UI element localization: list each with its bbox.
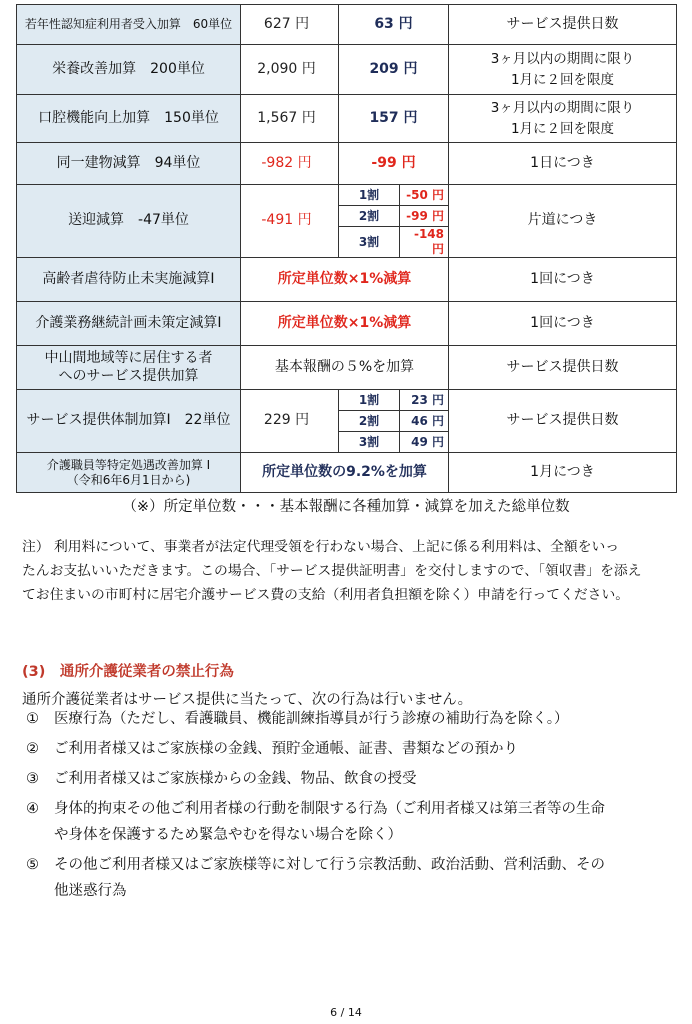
table-row: [17, 5, 677, 45]
row-note: 1回につき: [449, 258, 677, 302]
split-value: -148 円: [400, 227, 449, 258]
row-name: [17, 346, 241, 390]
row-note: サービス提供日数: [449, 5, 677, 45]
split-value: 23 円: [400, 390, 449, 411]
name-line: 介護職員等特定処遇改善加算 Ⅰ: [46, 457, 211, 472]
section-heading: (3) 通所介護従業者の禁止行為: [22, 664, 234, 680]
row-cost: -99 円: [339, 143, 449, 185]
row-name: 栄養改善加算 200単位: [17, 45, 241, 95]
row-amount: 2,090 円: [241, 45, 339, 95]
split-label: 3割: [339, 227, 400, 258]
row-amount: -491 円: [241, 185, 339, 258]
name-line: へのサービス提供加算: [58, 367, 199, 384]
table-row: [17, 143, 677, 185]
row-note: 1月につき: [449, 453, 677, 493]
copay-split: [339, 390, 448, 452]
payment-note: [22, 535, 672, 607]
item-line: 身体的拘束その他ご利用者様の行動を制限する行為（ご利用者様又は第三者等の生命: [54, 801, 605, 817]
note-line: 1月に２回を限度: [510, 71, 615, 88]
name-line: 中山間地域等に居住する者: [44, 350, 213, 366]
page-number: 6 / 14: [330, 1006, 362, 1019]
name-line: （令和6年6月1日から): [66, 472, 191, 487]
list-item: [26, 706, 676, 732]
item-text: ご利用者様又はご家族様の金銭、預貯金通帳、証書、書類などの預かり: [54, 741, 518, 757]
item-line: 他迷惑行為: [54, 883, 127, 899]
note-line: てお住まいの市町村に居宅介護サービス費の支給（利用者負担額を除く）申請を行ってください。: [22, 587, 630, 603]
row-name: 送迎減算 -47単位: [17, 185, 241, 258]
item-number: ④: [26, 801, 39, 817]
row-cost: 209 円: [339, 45, 449, 95]
table-row: [17, 390, 677, 453]
note-line: たんお支払いいただきます。この場合、「サービス提供証明書」を交付しますので、「領収書」を添え: [22, 563, 642, 579]
note-line: 1月に２回を限度: [510, 120, 615, 137]
item-line: や身体を保護するため緊急やむを得ない場合を除く）: [54, 827, 402, 843]
row-percentage: 所定単位数の9.2%を加算: [241, 453, 449, 493]
item-number: ⑤: [26, 857, 39, 873]
copay-split-cell: [339, 390, 449, 453]
list-item: [26, 766, 676, 792]
copay-split-cell: [339, 185, 449, 258]
row-note: [449, 95, 677, 143]
row-note: [449, 45, 677, 95]
table-row: [17, 453, 677, 493]
split-label: 2割: [339, 206, 400, 227]
split-value: -99 円: [400, 206, 449, 227]
item-text: [54, 796, 676, 848]
row-note: サービス提供日数: [449, 390, 677, 453]
row-name: [17, 453, 241, 493]
row-cost: 157 円: [339, 95, 449, 143]
row-name: 介護業務継続計画未策定減算Ⅰ: [17, 302, 241, 346]
row-note: 片道につき: [449, 185, 677, 258]
list-item: [26, 736, 676, 762]
split-value: 46 円: [400, 411, 449, 432]
row-name: サービス提供体制加算Ⅰ 22単位: [17, 390, 241, 453]
row-amount: 229 円: [241, 390, 339, 453]
item-number: ③: [26, 771, 39, 787]
row-percentage: 所定単位数×1%減算: [241, 302, 449, 346]
row-name: 若年性認知症利用者受入加算 60単位: [17, 5, 241, 45]
item-text: [54, 852, 676, 904]
table-row: [17, 302, 677, 346]
table-row: [17, 95, 677, 143]
note-line: 3ヶ月以内の期間に限り: [490, 50, 635, 67]
split-label: 3割: [339, 432, 400, 453]
item-number: ②: [26, 741, 39, 757]
row-note: 1回につき: [449, 302, 677, 346]
split-value: -50 円: [400, 185, 449, 206]
row-amount: 1,567 円: [241, 95, 339, 143]
item-text: 医療行為（ただし、看護職員、機能訓練指導員が行う診療の補助行為を除く。）: [54, 711, 569, 727]
row-note: 1日につき: [449, 143, 677, 185]
copay-split: [339, 185, 448, 257]
row-percentage: 所定単位数×1%減算: [241, 258, 449, 302]
table-row: [17, 185, 677, 258]
split-label: 1割: [339, 185, 400, 206]
split-label: 2割: [339, 411, 400, 432]
section-intro: 通所介護従業者はサービス提供に当たって、次の行為は行いません。: [22, 692, 473, 708]
table-row: [17, 45, 677, 95]
list-item: [26, 796, 676, 848]
row-note: サービス提供日数: [449, 346, 677, 390]
table-footnote: （※）所定単位数・・・基本報酬に各種加算・減算を加えた総単位数: [122, 499, 570, 515]
item-line: その他ご利用者様又はご家族様等に対して行う宗教活動、政治活動、営利活動、その: [54, 857, 605, 873]
note-line: 注） 利用料について、事業者が法定代理受領を行わない場合、上記に係る利用料は、全額をいっ: [22, 539, 620, 555]
table-row: [17, 258, 677, 302]
row-name: 口腔機能向上加算 150単位: [17, 95, 241, 143]
row-name: 同一建物減算 94単位: [17, 143, 241, 185]
row-base: 基本報酬の５%を加算: [241, 346, 449, 390]
split-label: 1割: [339, 390, 400, 411]
row-name: 高齢者虐待防止未実施減算Ⅰ: [17, 258, 241, 302]
item-text: ご利用者様又はご家族様からの金銭、物品、飲食の授受: [54, 771, 417, 787]
item-number: ①: [26, 711, 39, 727]
list-item: [26, 852, 676, 904]
fee-table: [16, 4, 677, 493]
row-amount: 627 円: [241, 5, 339, 45]
note-line: 3ヶ月以内の期間に限り: [490, 99, 635, 116]
row-amount: -982 円: [241, 143, 339, 185]
row-cost: 63 円: [339, 5, 449, 45]
split-value: 49 円: [400, 432, 449, 453]
table-row: [17, 346, 677, 390]
